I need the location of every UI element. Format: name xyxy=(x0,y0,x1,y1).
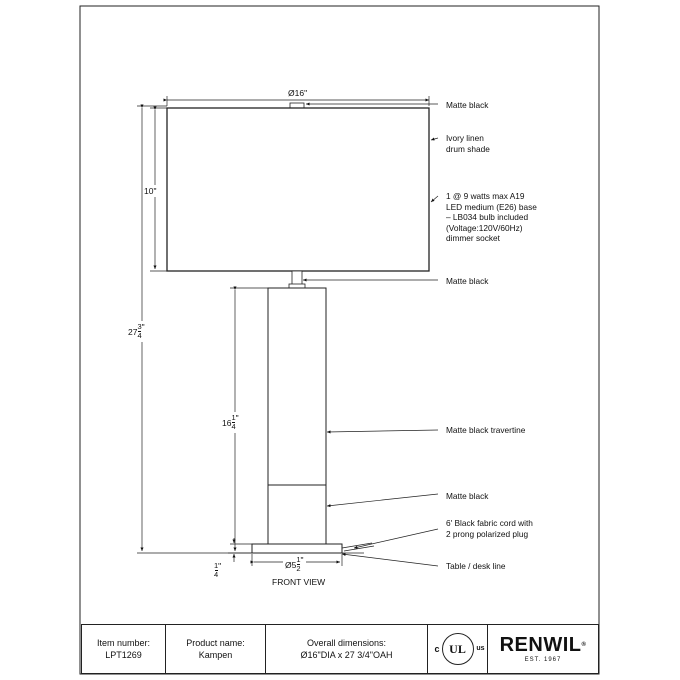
overall-dimensions-label: Overall dimensions: xyxy=(306,638,387,648)
base-height-label: 16 $\frac{1}{4}$ " xyxy=(222,413,239,431)
callout-lower-block: Matte black xyxy=(446,491,489,501)
title-block xyxy=(81,624,599,674)
callout-travertine: Matte black travertine xyxy=(446,425,526,435)
callout-bulb: 1 @ 9 watts max A19 LED medium (E26) base – LB034 bulb included (Voltage:120V/60Hz) dimmer socket xyxy=(446,191,537,243)
product-name-value: Kampen xyxy=(198,650,233,660)
foot-plate xyxy=(252,544,342,553)
overall-height-label: 27 $\frac{3}{4}$ " xyxy=(128,322,145,340)
travertine-column xyxy=(268,288,326,485)
callout-neck: Matte black xyxy=(446,276,489,286)
drum-shade xyxy=(167,108,429,271)
brand-logo: RENWIL® xyxy=(499,633,587,656)
overall-dimensions-cell xyxy=(266,625,428,673)
item-number-value: LPT1269 xyxy=(105,650,142,660)
base-diameter-label: Ø5 $\frac{1}{2}$ " xyxy=(285,555,304,573)
callout-cord: 6' Black fabric cord with 2 prong polarized plug xyxy=(446,518,533,539)
item-number-cell xyxy=(82,625,166,673)
callout-shade: Ivory linen drum shade xyxy=(446,133,490,154)
neck-collar xyxy=(289,284,305,288)
certification-cell xyxy=(428,625,488,673)
callout-finial: Matte black xyxy=(446,100,489,110)
brand-cell xyxy=(488,625,598,673)
lower-block xyxy=(268,485,326,544)
ul-listed-icon: c UL us xyxy=(442,633,474,665)
callout-table-line: Table / desk line xyxy=(446,561,506,571)
foot-height-label: $\frac{1}{4}$ " xyxy=(214,561,222,579)
shade-height-label: 10" xyxy=(144,186,157,196)
product-name-cell xyxy=(166,625,266,673)
item-number-label: Item number: xyxy=(96,638,151,648)
brand-established: EST. 1967 xyxy=(524,656,562,663)
overall-dimensions-value: Ø16"DIA x 27 3/4"OAH xyxy=(300,650,393,660)
shade-diameter-label: Ø16" xyxy=(288,88,308,98)
product-name-label: Product name: xyxy=(186,638,245,648)
view-label: FRONT VIEW xyxy=(272,577,326,587)
